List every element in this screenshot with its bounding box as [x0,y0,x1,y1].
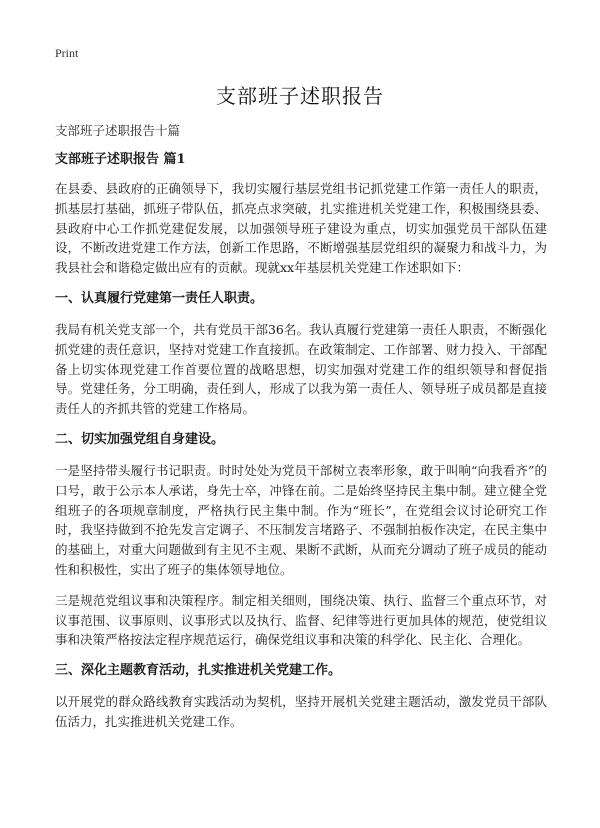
section-2-paragraph-2: 三是规范党组议事和决策程序。制定相关细则，围绕决策、执行、监督三个重点环节，对议事范围、议事原则、议事形式以及执行、监督、纪律等进行更加具体的规范，使党组议事和决策严格按法定程序规范运行，确保党组议事和决策的科学化、民主化、合理化。 [55,592,547,648]
intro-paragraph: 在县委、县政府的正确领导下，我切实履行基层党组书记抓党建工作第一责任人的职责，抓基层打基础，抓班子带队伍，抓亮点求突破，扎实推进机关党建工作，积极围绕县委、县政府中心工作抓党建促发展，以加强领导班子建设为重点，切实加强党员干部队伍建设，不断改进党建工作方法，创新工作思路，不断增强基层党组织的凝聚力和战斗力，为我县社会和谐稳定做出应有的贡献。现就xx年基层机关党建工作述职如下： [55,181,547,276]
section-1-paragraph: 我局有机关党支部一个，共有党员干部36名。我认真履行党建第一责任人职责，不断强化抓党建的责任意识，坚持对党建工作直接抓。在政策制定、工作部署、财力投入、干部配备上切实体现党建工作首要位置的战略思想，切实加强对党建工作的组织领导和督促指导。党建任务，分工明确，责任到人，形成了以我为第一责任人、领导班子成员都是直接责任人的齐抓共管的党建工作格局。 [55,321,547,417]
piece-heading: 支部班子述职报告 篇1 [55,152,186,167]
article-body [55,150,547,743]
document-subtitle: 支部班子述职报告十篇 [55,123,181,138]
section-3-paragraph: 以开展党的群众路线教育实践活动为契机，坚持开展机关党建主题活动，激发党员干部队伍活力，扎实推进机关党建工作。 [55,694,547,729]
section-2-heading: 二、切实加强党组自身建设。 [55,431,225,447]
print-link[interactable]: Print [55,46,79,60]
section-1-heading: 一、认真履行党建第一责任人职责。 [55,290,264,306]
section-2-paragraph-1: 一是坚持带头履行书记职责。时时处处为党员干部树立表率形象，敢于叫响“向我看齐”的口号，敢于公示本人承诺，身先士卒，冲锋在前。二是始终坚持民主集中制。建立健全党组班子的各项规章制度，严格执行民主集中制。作为“班长”，在党组会议讨论研究工作时，我坚持做到不抢先发言定调子、不压制发言堵路子、不强制拍板作决定，在民主集中的基础上，对重大问题做到有主见不主观、果断不武断，从而充分调动了班子成员的能动性和积极性，实出了班子的集体领导地位。 [55,462,547,577]
section-3-heading: 三、深化主题教育活动，扎实推进机关党建工作。 [55,663,342,679]
page-title: 支部班子述职报告 [216,84,384,108]
